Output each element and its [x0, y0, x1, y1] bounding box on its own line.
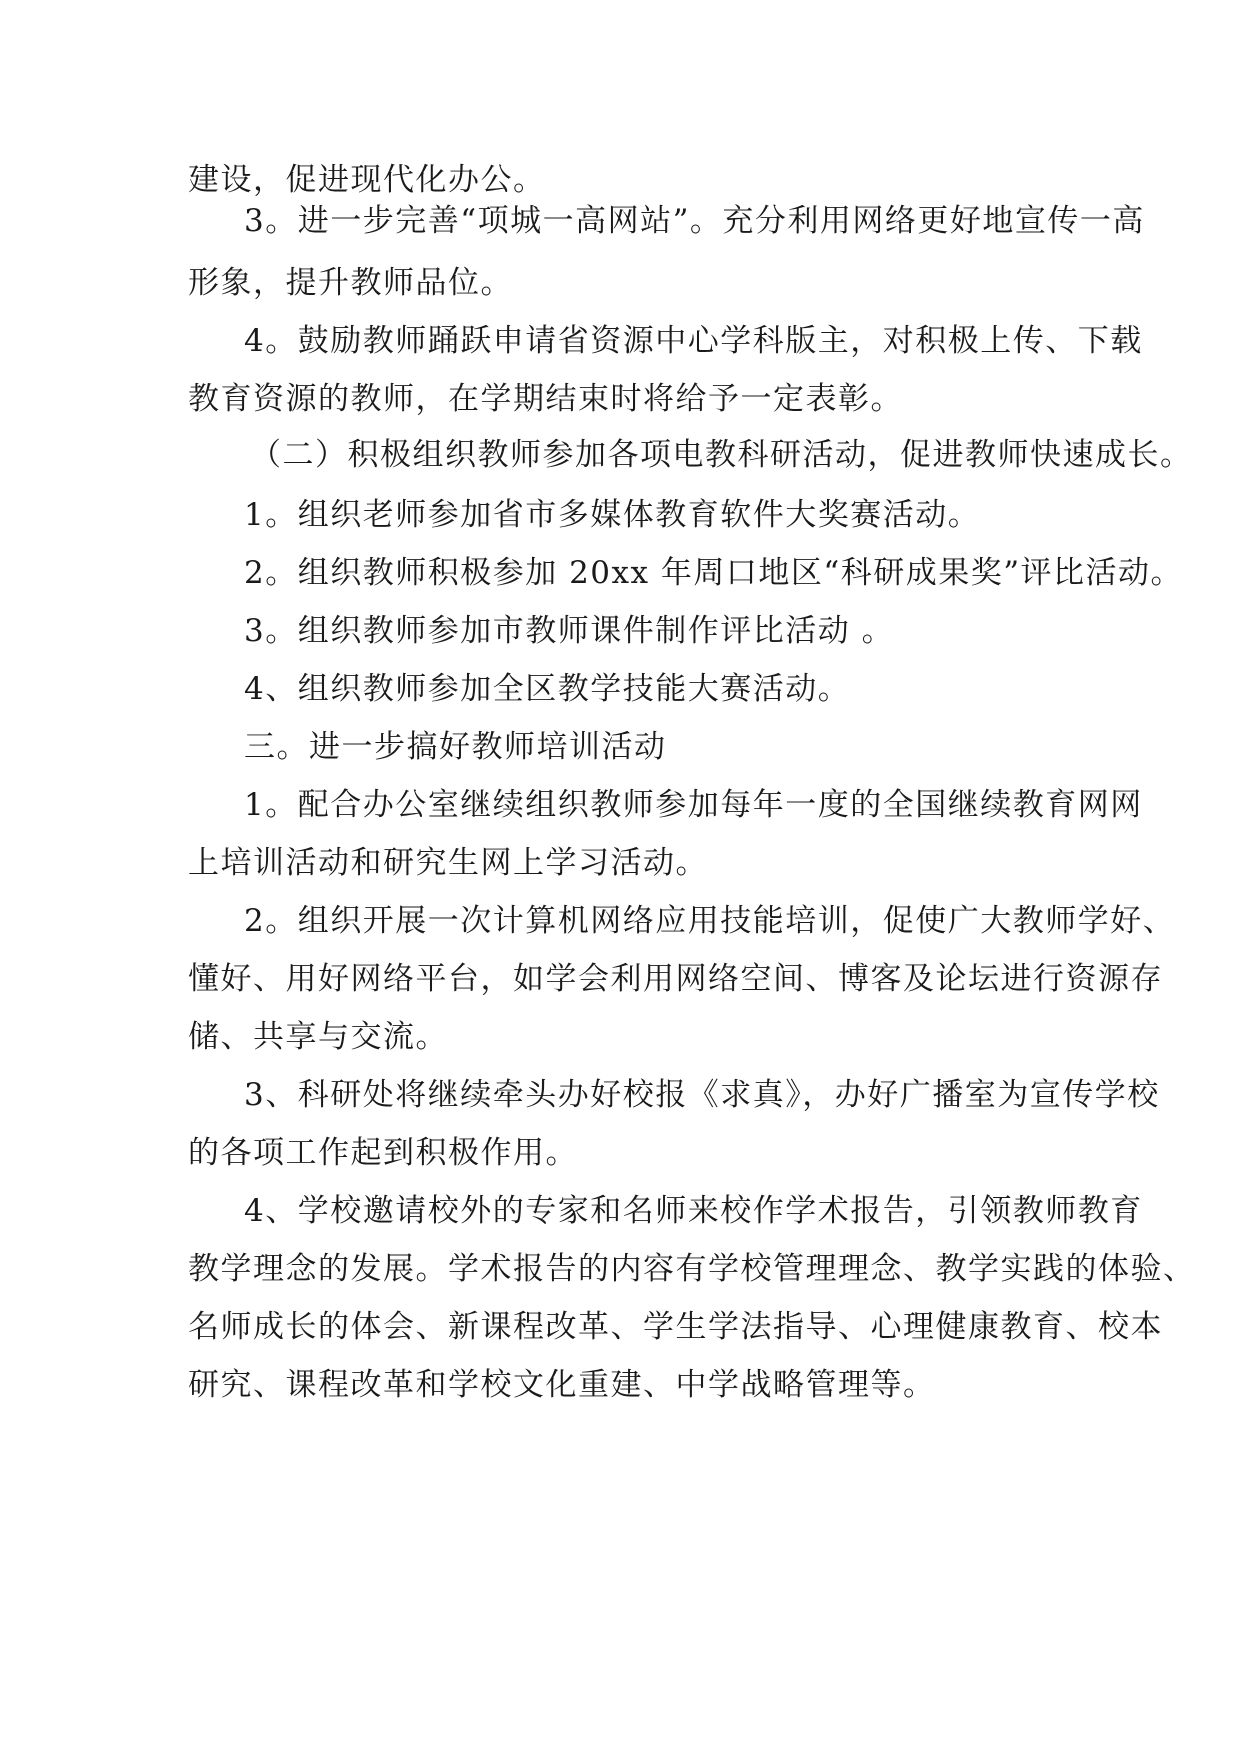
- text-line: 3、科研处将继续牵头办好校报《求真》，办好广播室为宣传学校: [244, 1077, 1160, 1113]
- text-line: 2。组织开展一次计算机网络应用技能培训，促使广大教师学好、: [244, 903, 1176, 939]
- text-line: 教学理念的发展。学术报告的内容有学校管理理念、教学实践的体验、: [188, 1251, 1196, 1287]
- text-line: 4。鼓励教师踊跃申请省资源中心学科版主，对积极上传、下载: [244, 323, 1143, 359]
- text-line: 懂好、用好网络平台，如学会利用网络空间、博客及论坛进行资源存: [188, 961, 1163, 997]
- text-line: 研究、课程改革和学校文化重建、中学战略管理等。: [188, 1367, 936, 1403]
- section-heading: （二）积极组织教师参加各项电教科研活动，促进教师快速成长。: [250, 437, 1193, 473]
- text-line: 名师成长的体会、新课程改革、学生学法指导、心理健康教育、校本: [188, 1309, 1163, 1345]
- text-line: 形象，提升教师品位。: [188, 265, 513, 301]
- text-line: 建设，促进现代化办公。: [188, 162, 546, 198]
- text-line: 2。组织教师积极参加 20xx 年周口地区“科研成果奖”评比活动。: [244, 555, 1184, 591]
- text-line: 4、学校邀请校外的专家和名师来校作学术报告，引领教师教育: [244, 1193, 1143, 1229]
- text-line: 3。组织教师参加市教师课件制作评比活动 。: [244, 613, 895, 649]
- text-line: 4、组织教师参加全区教学技能大赛活动。: [244, 671, 851, 707]
- text-line: 教育资源的教师，在学期结束时将给予一定表彰。: [188, 381, 903, 417]
- text-line: 储、共享与交流。: [188, 1019, 448, 1055]
- text-line: 上培训活动和研究生网上学习活动。: [188, 845, 708, 881]
- section-heading: 三。进一步搞好教师培训活动: [244, 729, 667, 765]
- text-line: 3。进一步完善“项城一高网站”。充分利用网络更好地宣传一高: [244, 203, 1145, 239]
- text-line: 的各项工作起到积极作用。: [188, 1135, 578, 1171]
- text-line: 1。组织老师参加省市多媒体教育软件大奖赛活动。: [244, 497, 981, 533]
- text-line: 1。配合办公室继续组织教师参加每年一度的全国继续教育网网: [244, 787, 1143, 823]
